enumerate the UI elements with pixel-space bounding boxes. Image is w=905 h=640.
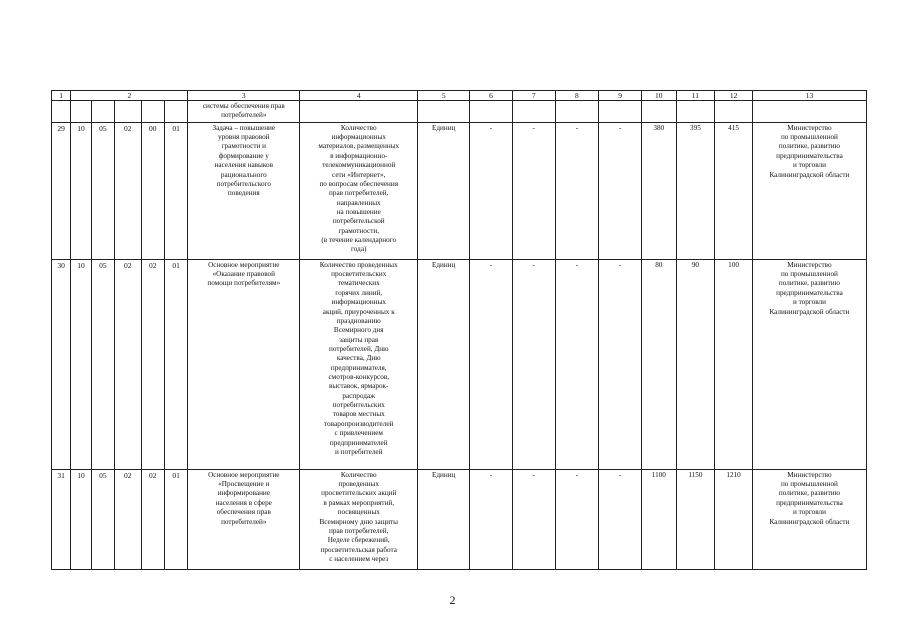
code-cell: 02: [141, 259, 164, 469]
indicator-text: Количество проведенных просветительских тематических горячих линий, информационных акций, приуроченных к празднованию Всемирного дня защиты прав потребителей, Дню качества, Дню предпринимателя, смотров-конкурсов, выставок, ярмарок- распродаж потребительских товаров местных товаропроизводителей с привлечением предпринимателей и потребителей: [300, 259, 418, 469]
header-col-7: 7: [512, 91, 555, 101]
value-col-12: 1210: [715, 469, 753, 569]
value-col-7: -: [512, 259, 555, 469]
code-cell: 01: [164, 122, 187, 259]
table-row: [52, 469, 867, 569]
code-cell: 02: [115, 122, 141, 259]
code-cell: 02: [115, 259, 141, 469]
row-number: 30: [52, 259, 71, 469]
value-col-9: -: [599, 469, 642, 569]
row-number: 31: [52, 469, 71, 569]
table-row: [52, 122, 867, 259]
code-cell: 02: [141, 469, 164, 569]
activity-name: Основное мероприятие «Оказание правовой помощи потребителям»: [188, 259, 300, 469]
value-col-6: -: [470, 469, 513, 569]
header-col-12: 12: [715, 91, 753, 101]
value-col-12: 100: [715, 259, 753, 469]
header-col-4: 4: [300, 91, 418, 101]
value-col-9: -: [599, 122, 642, 259]
unit-cell: Единиц: [418, 122, 470, 259]
continuation-text: системы обеспечения прав потребителей»: [188, 101, 300, 123]
indicator-text: Количество информационных материалов, размещенных в информационно- телекоммуникационной сети «Интернет», по вопросам обеспечения прав потребителей, направленных на повышение потребительской грамотности, (в течение календарного года): [300, 122, 418, 259]
value-col-10: 1100: [642, 469, 677, 569]
page-number: 2: [449, 593, 456, 607]
program-indicators-table: [51, 90, 867, 570]
header-col-10: 10: [642, 91, 677, 101]
responsible-cell: Министерство по промышленной политике, развитию предпринимательства и торговли Калининградской области: [752, 122, 866, 259]
header-col-3: 3: [188, 91, 300, 101]
code-cell: 01: [164, 469, 187, 569]
value-col-11: 90: [676, 259, 715, 469]
continuation-row: [52, 101, 867, 123]
row-number: 29: [52, 122, 71, 259]
header-col-6: 6: [470, 91, 513, 101]
code-cell: 02: [115, 469, 141, 569]
responsible-cell: Министерство по промышленной политике, развитию предпринимательства и торговли Калининградской области: [752, 469, 866, 569]
value-col-7: -: [512, 469, 555, 569]
header-col-9: 9: [599, 91, 642, 101]
header-col-2: 2: [71, 91, 188, 101]
value-col-11: 1150: [676, 469, 715, 569]
value-col-12: 415: [715, 122, 753, 259]
header-col-8: 8: [555, 91, 599, 101]
code-cell: 10: [71, 259, 91, 469]
value-col-8: -: [555, 122, 599, 259]
indicator-text: Количество проведенных просветительских акций в рамках мероприятий, посвященных Всемирному дню защиты прав потребителей, Неделе сбережений, просветительская работа с населением через: [300, 469, 418, 569]
activity-name: Основное мероприятие «Просвещение и информирование населения в сфере обеспечения прав потребителей»: [188, 469, 300, 569]
value-col-11: 395: [676, 122, 715, 259]
unit-cell: Единиц: [418, 259, 470, 469]
code-cell: 10: [71, 122, 91, 259]
document-sheet: [51, 90, 867, 570]
activity-name: Задача – повышение уровня правовой грамотности и формирование у населения навыков рационального потребительского поведения: [188, 122, 300, 259]
value-col-6: -: [470, 122, 513, 259]
value-col-10: 380: [642, 122, 677, 259]
code-cell: 10: [71, 469, 91, 569]
code-cell: 05: [91, 122, 114, 259]
value-col-6: -: [470, 259, 513, 469]
header-row: [52, 91, 867, 101]
value-col-7: -: [512, 122, 555, 259]
responsible-cell: Министерство по промышленной политике, развитию предпринимательства и торговли Калининградской области: [752, 259, 866, 469]
value-col-8: -: [555, 259, 599, 469]
code-cell: 01: [164, 259, 187, 469]
header-col-1: 1: [52, 91, 71, 101]
header-col-5: 5: [418, 91, 470, 101]
code-cell: 05: [91, 259, 114, 469]
value-col-10: 80: [642, 259, 677, 469]
header-col-13: 13: [752, 91, 866, 101]
unit-cell: Единиц: [418, 469, 470, 569]
code-cell: 00: [141, 122, 164, 259]
table-row: [52, 259, 867, 469]
value-col-8: -: [555, 469, 599, 569]
value-col-9: -: [599, 259, 642, 469]
code-cell: 05: [91, 469, 114, 569]
header-col-11: 11: [676, 91, 715, 101]
